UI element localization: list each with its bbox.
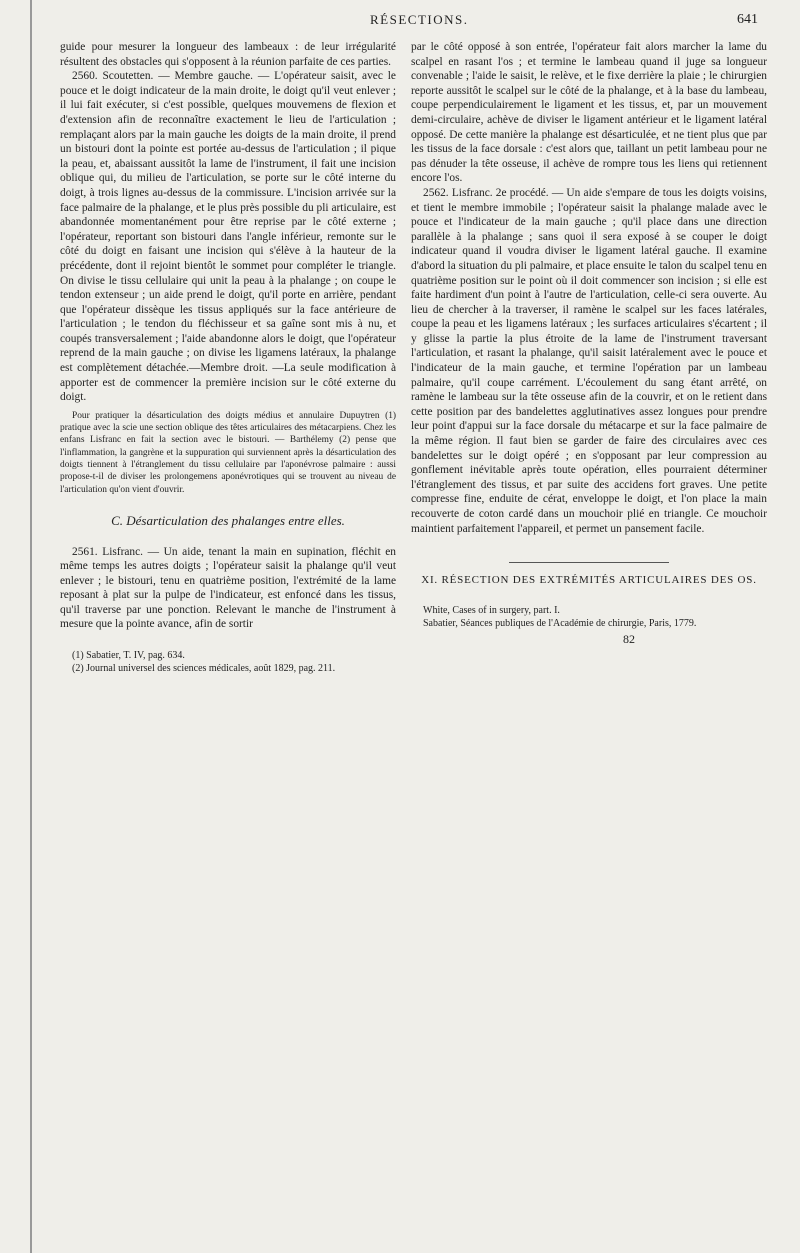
section-heading: C. Désarticulation des phalanges entre elles. [111,512,345,528]
paragraph: guide pour mesurer la longueur des lambeaux : de leur irrégularité résultent des obstacles qui s'opposent à la réunion parfaite de ces parties. [60,41,396,68]
footnotes [60,650,396,675]
page-number: 641 [737,12,758,27]
paragraph-2560: 2560. Scoutetten. — Membre gauche. — L'opérateur saisit, avec le pouce et le doigt indicateur de la main droite, le doigt qu'il veut enlever ; il lui fait exécuter, si c'est possible, quelques mouvemens de flexion et d'extension afin de reconnaître exactement le lieu de l'articulation ; remplaçant alors par la main gauche les doigts de la main droite, il prend un bistouri dont la pointe est portée au-dessus de l'articulation ; il pique la peau, et, abaissant aussitôt la lame de l'instrument, il fait une incision oblique qui, du milieu de l'articulation, se porte sur le côté interne du doigt, à trois lignes au-dessus de la commissure. L'incision arrivée sur la face palmaire de la phalange, et le plus près possible du pli articulaire, est abandonnée momentanément pour être reprise par le côté externe ; l'opérateur, reportant son bistouri dans l'angle inférieur, remonte sur le côté du doigt en faisant une incision qui s'élève à la hauteur de la précédente, dont il rejoint bientôt le sommet pour compléter le triangle. On divise le tissu cellulaire qui unit la peau à la phalange ; on coupe le tendon extenseur ; un aide prend le doigt, qu'il porte en arrière, pendant que l'opérateur dissèque les tissus appliqués sur la face antérieure de l'articulation ; le tendon du fléchisseur et sa gaîne sont mis à nu, et coupés transversalement ; l'aide abandonne alors le doigt, que l'opérateur reprend de la main gauche ; on divise les ligamens latéraux, la phalange est complètement détachée.—Membre droit. —La seule modification à apporter est de commencer la première incision sur le côté externe du doigt. [60,70,396,404]
section-heading-xi: XI. RÉSECTION DES EXTRÉMITÉS ARTICULAIRES DES OS. [421,574,757,587]
paragraph: par le côté opposé à son entrée, l'opérateur fait alors marcher la lame du scalpel en rasant l'os ; et termine le lambeau quand il juge sa longueur convenable ; l'aide le saisit, le relève, et le fixe derrière la plaie ; le chirurgien reporte aussitôt le scalpel sur le côté de la phalange, et à la base du lambeau, coupe perpendiculairement le ligament et les tissus, et, par un mouvement demi-circulaire, achève de diviser le ligament antérieur et le ligament latéral opposé. De cette manière la phalange est désarticulée, et ne tient plus que par les tissus de la face dorsale : c'est alors que, taillant un petit lambeau pour ne pas dénuder la tête osseuse, il achève de rompre tous les liens qui retiennent encore l'os. [411,41,767,185]
running-title: RÉSECTIONS. [370,12,469,27]
signature-mark: 82 [623,632,635,647]
right-column [411,40,767,646]
page-header [0,12,800,36]
paragraph-2561: 2561. Lisfranc. — Un aide, tenant la main en supination, fléchit en même temps les autres doigts ; l'opérateur saisit la phalange qu'il veut enlever ; le bistouri, tenu en quatrième position, l'extrémité de la lame reposant à plat sur la pulpe de l'indicateur, est enfoncé dans les tissus, qu'il traverse par une ponction. Relevant le manche de l'instrument à mesure que la pointe avance, afin de sortir [60,545,396,631]
footnote-2: (2) Journal universel des sciences médicales, août 1829, pag. 211. [72,662,336,674]
reference-1: White, Cases of in surgery, part. I. [423,605,560,617]
page-edge-shadow [30,0,32,1253]
divider [509,562,669,563]
left-column [60,40,396,675]
paragraph-2562: 2562. Lisfranc. 2e procédé. — Un aide s'empare de tous les doigts voisins, et tient le membre immobile ; l'opérateur saisit la phalange malade avec le pouce et l'indicateur de la main gauche ; qu'il place dans une direction parallèle à la phalange ; sans quoi il sera exposé à se couper le doigt indicateur quand il voudra diviser le ligament latéral gauche. Il examine d'abord la situation du pli palmaire, et place ensuite le talon du scalpel tenu en quatrième position sur le point où il doit commencer son incision ; si elle est faite hardiment d'un point à l'autre de l'articulation, celle-ci sera ouverte. Au lieu de chercher à la traverser, il ramène le scalpel sur les faces latérales, coupe la peau et les ligamens latéraux ; les surfaces articulaires s'écartent ; il y glisse la partie la plus étroite de la lame de l'instrument traversant l'articulation, et rasant la phalange, qu'il saisit latéralement avec le pouce et l'indicateur de la main gauche, et termine l'opération par un lambeau palmaire, qu'il coupe carrément. L'écoulement du sang étant arrêté, on ramène le lambeau sur la tête osseuse afin de la couvrir, et on le retient dans cette position par des bandelettes agglutinatives assez longues pour prendre leur point d'appui sur la face dorsale du métacarpe et sur la face palmaire de la même région. Il faut bien se garder de faire des circulaires avec ces bandelettes sur le doigt opéré ; en s'opposant par leur compression au gonflement inévitable après toute opération, elles pourraient déterminer l'étranglement des tissus, et par suite des accidens fort graves. Une petite compresse fine, enduite de cérat, enveloppe le doigt, et l'on place la main recouverte de coton cardé dans un mouchoir plié en triangle. Ce mouchoir maintient parfaitement l'appareil, et permet un pansement facile. [411,186,767,535]
footnote-1: (1) Sabatier, T. IV, pag. 634. [72,650,185,662]
note-paragraph: Pour pratiquer la désarticulation des doigts médius et annulaire Dupuytren (1) pratique avec la scie une section oblique des têtes articulaires des métacarpiens. Chez les enfans Lisfranc en fait la section avec le bistouri. — Barthélemy (2) pense que l'inflammation, la gangrène et la suppuration qui surviennent après la désarticulation des doigts tiennent à l'étranglement du tissu cellulaire par l'aponévrose palmaire : aussi propose-t-il de diviser les prolongemens aponévrotiques qui se trouvent au niveau de l'articulation qu'on vient d'ouvrir. [60,410,396,495]
references [411,605,767,646]
reference-2: Sabatier, Séances publiques de l'Académie de chirurgie, Paris, 1779. [423,617,697,629]
